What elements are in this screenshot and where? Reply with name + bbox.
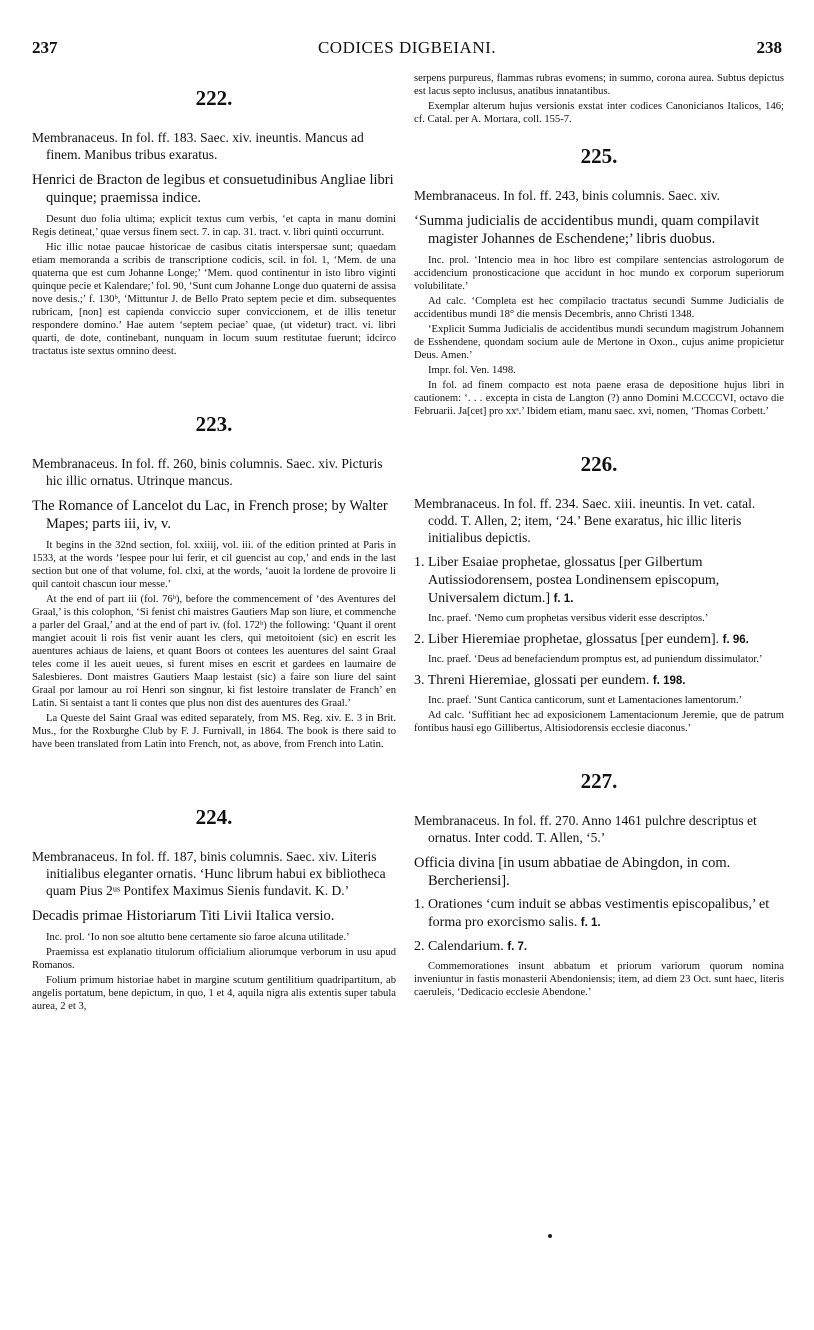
entry-description: Membranaceus. In fol. ff. 260, binis columnis. Saec. xiv. Picturis hic illic ornatus. Utrinque mancus. (32, 456, 383, 488)
stray-mark (548, 1234, 552, 1238)
item-text: 2. Calendarium. (414, 939, 504, 954)
entry-description: Membranaceus. In fol. ff. 187, binis columnis. Saec. xiv. Literis initialibus eleganter ornatis. ‘Hunc librum habui ex bibliotheca quam Pius 2ᵘˢ Pontifex Maximus Sienis fundavit. K. D.’ (32, 849, 386, 898)
entry-title: The Romance of Lancelot du Lac, in French prose; by Walter Mapes; parts iii, iv, v. (32, 498, 388, 532)
item-text: 3. Threni Hieremiae, glossati per eundem. (414, 673, 650, 688)
entry-description: Membranaceus. In fol. ff. 234. Saec. xiii. ineuntis. In vet. catal. codd. T. Allen, 2; item, ‘24.’ Bene exaratus, hic illic literis initialibus depictis. (414, 496, 756, 545)
page-header (32, 38, 782, 62)
entry-225 (414, 144, 784, 418)
entry-number: 223. (195, 412, 233, 436)
entry-number: 227. (580, 769, 618, 793)
entry-note: Praemissa est explanatio titulorum officialium aliorumque verborum in usu apud Romanos. (32, 947, 396, 971)
contents-item (414, 896, 784, 932)
entry-note: Hic illic notae paucae historicae de casibus citatis interspersae sunt; quaedam etiam memoranda a scribis de transcriptione codicis, scil. in fol. 1, ‘Mem. de una quaterna que est cum Johanne Longe;’ ‘Mem. quod continentur in isto libro viginti quinque pecie et Kalendare;’ fol. 90, ‘Sunt cum Johanne Longe duo quaterni de assisa nove desis.;’ f. 130ᵇ, ‘Mittuntur J. de Bello Prato septem pecie et dim. subsequentes rubricam, [non] est capienda conviccio super conviccionem, et de illis tenetur respondere domino.’ Hae autem ‘septem peciae’ quae, (ut videtur) tract. vi. libri quarti, de dote, continebant, nunquam in locum suum restitutae fuerunt; idcirco tractatus iste sextus omnino deest. (32, 242, 396, 357)
entry-note: Impr. fol. Ven. 1498. (428, 365, 516, 376)
entry-number: 224. (195, 805, 233, 829)
entry-note: ‘Explicit Summa Judicialis de accidentibus mundi secundum magistrum Johannem de Esshendene, quondam socium aule de Mertone in Oxon., cujus anime propicietur Deus. Amen.’ (414, 324, 784, 361)
entry-note: Ad calc. ‘Suffitiant hec ad exposicionem Lamentacionum Jeremie, que de patrum fontibus hausi ego Gillibertus, Altisiodorensis ecclesie diaconus.’ (414, 710, 784, 734)
contents-item (414, 938, 784, 956)
entry-note: Inc. praef. ‘Sunt Cantica canticorum, sunt et Lamentaciones lamentorum.’ (428, 695, 743, 706)
entry-title: Henrici de Bracton de legibus et consuetudinibus Angliae libri quinque; praemissa indice. (32, 172, 394, 206)
entry-description: Membranaceus. In fol. ff. 243, binis columnis. Saec. xiv. (414, 188, 720, 203)
item-text: 2. Liber Hieremiae prophetae, glossatus [per eundem]. (414, 632, 720, 647)
left-column (32, 72, 396, 1015)
entry-note: Desunt duo folia ultima; explicit textus cum verbis, ‘et capta in manu domini Regis detineat,’ quae versus finem sect. 7. in cap. 31. tract. v. libri quinti occurrunt. (32, 214, 396, 238)
folio-ref: f. 96. (722, 634, 749, 646)
entry-226 (414, 452, 784, 735)
entry-note: La Queste del Saint Graal was edited separately, from MS. Reg. xiv. E. 3 in Brit. Mus., for the Roxburghe Club by F. J. Furnivall, in 1864. The book is there said to have been translated from Latin into French, not, as above, from French into Latin. (32, 713, 396, 750)
entry-note: Folium primum historiae habet in margine scutum gentilitium quadripartitum, ab angelis portatum, bene depictum, in quo, 1 et 4, aquila nigra alis extentis super tabula aurea, 2 et 3, (32, 975, 396, 1012)
entry-note: Ad calc. ‘Completa est hec compilacio tractatus secundi Summe Judicialis de accidentibus mundi 18° die mensis Decembris, anno Christi 1348. (414, 296, 784, 320)
page-number-right: 238 (756, 38, 782, 57)
item-text: 1. Orationes ‘cum induit se abbas vestimentis episcopalibus,’ et forma pro exorcismo salis. (414, 897, 770, 930)
folio-ref: f. 7. (507, 941, 528, 953)
entry-note: Commemorationes insunt abbatum et priorum variorum quorum nomina inveniuntur in fastis monasterii Abendoniensis; item, ad diem 23 Oct. sunt haec, literis caeruleis, ‘Dedicacio ecclesie Abendone.’ (414, 961, 784, 998)
entry-note: Exemplar alterum hujus versionis exstat inter codices Canonicianos Italicos, 146; cf. Catal. per A. Mortara, coll. 155-7. (414, 101, 784, 125)
entry-note: Inc. prol. ‘Io non soe altutto bene certamente sio faroe alcuna utilitade.’ (46, 932, 350, 943)
running-title: CODICES DIGBEIANI. (317, 38, 497, 57)
entry-title: ‘Summa judicialis de accidentibus mundi, quam compilavit magister Johannes de Eschendene;’ libris duobus. (414, 213, 760, 247)
entry-number: 225. (580, 144, 618, 168)
entry-title: Officia divina [in usum abbatiae de Abingdon, in com. Bercheriensi]. (414, 855, 731, 889)
contents-item (414, 554, 784, 608)
page-number-left: 237 (32, 38, 58, 57)
entry-227 (414, 769, 784, 999)
folio-ref: f. 1. (580, 917, 601, 929)
folio-ref: f. 198. (652, 675, 686, 687)
entry-description: Membranaceus. In fol. ff. 183. Saec. xiv. ineuntis. Mancus ad finem. Manibus tribus exaratus. (32, 130, 364, 162)
entry-222 (32, 86, 396, 358)
right-column (414, 72, 784, 1001)
entry-224 (32, 805, 396, 1013)
contents-item (414, 631, 784, 649)
entry-224-continuation (414, 72, 784, 126)
entry-note: At the end of part iii (fol. 76ᵇ), before the commencement of ‘des Aventures del Graal,’ is this colophon, ‘Si fenist chi maistres Gautiers Map son liure, et commenche a parler del Graal,’ and at the end of part iv. (fol. 172ᵇ) the following: ‘Quant il orent mangiet acouit li rois fist venir auant les clers, qui metoitoient (sic) en escrit les auentures achiaus de laiens, et quant Boors ot contees les auentures del saint Graal teles come il les aueit ueues, si furent mises en escrit et gardees en laumaire de Salesbieres. Dont maistres Gautiers Maap lestaist (sic) a faire son liure del saint Graal por lamour au roi Henri son singnur, ki fist lestoire translater de Franch’ en Latin. Si sentaist a tant li contes que plus non dist des auentures des Graal.’ (32, 594, 396, 709)
entry-note: Inc. praef. ‘Deus ad benefaciendum promptus est, ad puniendum dissimulator.’ (428, 654, 763, 665)
entry-223 (32, 412, 396, 751)
entry-note: Inc. praef. ‘Nemo cum prophetas versibus viderit esse descriptos.’ (428, 613, 709, 624)
entry-note: serpens purpureus, flammas rubras evomens; in summo, corona aurea. Subtus depictus est lacus septo inclusus, anatibus innatantibus. (414, 73, 784, 97)
folio-ref: f. 1. (553, 593, 574, 605)
contents-item (414, 672, 784, 690)
entry-note: Inc. prol. ‘Intencio mea in hoc libro est compilare sentencias astrologorum de accidencium pronosticacione que accidunt in hoc mundo ex corporum superiorum volubilitate.’ (414, 255, 784, 292)
entry-number: 226. (580, 452, 618, 476)
entry-description: Membranaceus. In fol. ff. 270. Anno 1461 pulchre descriptus et ornatus. Inter codd. T. Allen, ‘5.’ (414, 813, 757, 845)
item-text: 1. Liber Esaiae prophetae, glossatus [per Gilbertum Autissiodorensem, postea Londinensem episcopum, Universalem dictum.] (414, 555, 720, 606)
entry-note: It begins in the 32nd section, fol. xxiiij, vol. iii. of the edition printed at Paris in 1533, at the words ‘lespee pour lui ferir, et cil guencist au cop,’ and ends in the last section but one of that volume, fol. clxi, at the words, ‘auoit la lordene de provoire li quil cantoit chascun iour messe.’ (32, 540, 396, 590)
entry-number: 222. (195, 86, 233, 110)
entry-title: Decadis primae Historiarum Titi Livii Italica versio. (32, 908, 335, 924)
entry-note: In fol. ad finem compacto est nota paene erasa de depositione hujus libri in cautionem: ‘. . . excepta in cista de Langton (?) anno Domini M.CCCCVI, octavo die Februarii. Ja[cet] pro xxˢ.’ Ibidem etiam, manu saec. xvi, nomen, ‘Thomas Corbett.’ (414, 380, 784, 417)
